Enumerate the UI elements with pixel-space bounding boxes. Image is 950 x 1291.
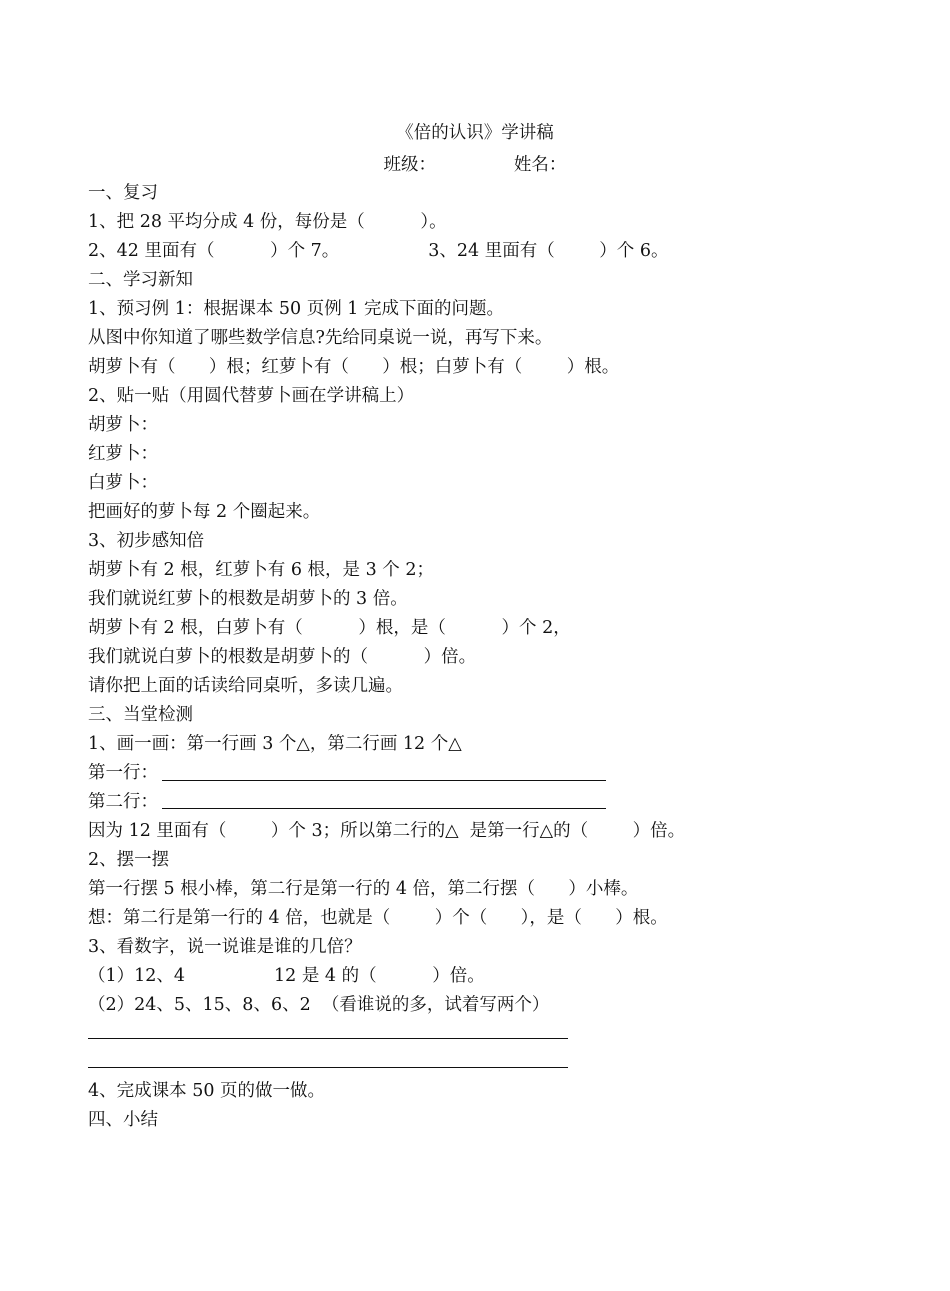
row-1-answer-line: [162, 780, 606, 781]
review-q2-q3: 2、42 里面有（ ）个 7。 3、24 里面有（ ）个 6。: [88, 241, 669, 261]
learn-item-3-line5: 请你把上面的话读给同桌听，多读几遍。: [88, 676, 403, 696]
learn-item-2: 2、贴一贴（用圆代替萝卜画在学讲稿上）: [88, 386, 415, 406]
check-item-3-part1: （1）12、4 12 是 4 的（ ）倍。: [88, 966, 485, 986]
section-learn-heading: 二、学习新知: [88, 270, 193, 290]
check-item-2-line1: 第一行摆 5 根小棒，第二行是第一行的 4 倍，第二行摆（ ）小棒。: [88, 879, 639, 899]
learn-item-1: 1、预习例 1：根据课本 50 页例 1 完成下面的问题。: [88, 299, 504, 319]
red-radish-label: 红萝卜：: [88, 444, 158, 464]
class-name-line: 班级： 姓名：: [383, 155, 567, 175]
learn-item-3-line3: 胡萝卜有 2 根，白萝卜有（ ）根，是（ ）个 2，: [88, 618, 571, 638]
section-summary-heading: 四、小结: [88, 1110, 158, 1130]
check-item-3: 3、看数字，说一说谁是谁的几倍？: [88, 937, 362, 957]
row-2-answer-line: [162, 808, 606, 809]
review-q1: 1、把 28 平均分成 4 份，每份是（ ）。: [88, 212, 447, 232]
learn-item-3: 3、初步感知倍: [88, 531, 205, 551]
check-item-2: 2、摆一摆: [88, 850, 170, 870]
page-title: 《倍的认识》学讲稿: [396, 123, 554, 143]
check-item-3-part2: （2）24、5、15、8、6、2 （看谁说的多，试着写两个）: [88, 995, 550, 1015]
learn-item-1-counts: 胡萝卜有（ ）根；红萝卜有（ ）根；白萝卜有（ ）根。: [88, 357, 620, 377]
learn-item-1-prompt: 从图中你知道了哪些数学信息?先给同桌说一说，再写下来。: [88, 328, 553, 348]
white-radish-label: 白萝卜：: [88, 473, 158, 493]
section-review-heading: 一、复习: [88, 183, 158, 203]
check-item-4: 4、完成课本 50 页的做一做。: [88, 1081, 326, 1101]
check-item-1-question: 因为 12 里面有（ ）个 3；所以第二行的△ 是第一行△的（ ）倍。: [88, 821, 686, 841]
learn-item-3-line2: 我们就说红萝卜的根数是胡萝卜的 3 倍。: [88, 589, 408, 609]
learn-item-3-line1: 胡萝卜有 2 根，红萝卜有 6 根，是 3 个 2；: [88, 560, 434, 580]
section-check-heading: 三、当堂检测: [88, 705, 193, 725]
learn-item-3-line4: 我们就说白萝卜的根数是胡萝卜的（ ）倍。: [88, 647, 477, 667]
answer-line-1: [88, 1038, 568, 1039]
circle-instruction: 把画好的萝卜每 2 个圈起来。: [88, 502, 321, 522]
row-2-label: 第二行：: [88, 792, 158, 812]
row-1-label: 第一行：: [88, 763, 158, 783]
check-item-2-line2: 想：第二行是第一行的 4 倍，也就是（ ）个（ ），是（ ）根。: [88, 908, 668, 928]
carrot-label: 胡萝卜：: [88, 415, 158, 435]
answer-line-2: [88, 1067, 568, 1068]
check-item-1: 1、画一画：第一行画 3 个△，第二行画 12 个△: [88, 734, 462, 754]
